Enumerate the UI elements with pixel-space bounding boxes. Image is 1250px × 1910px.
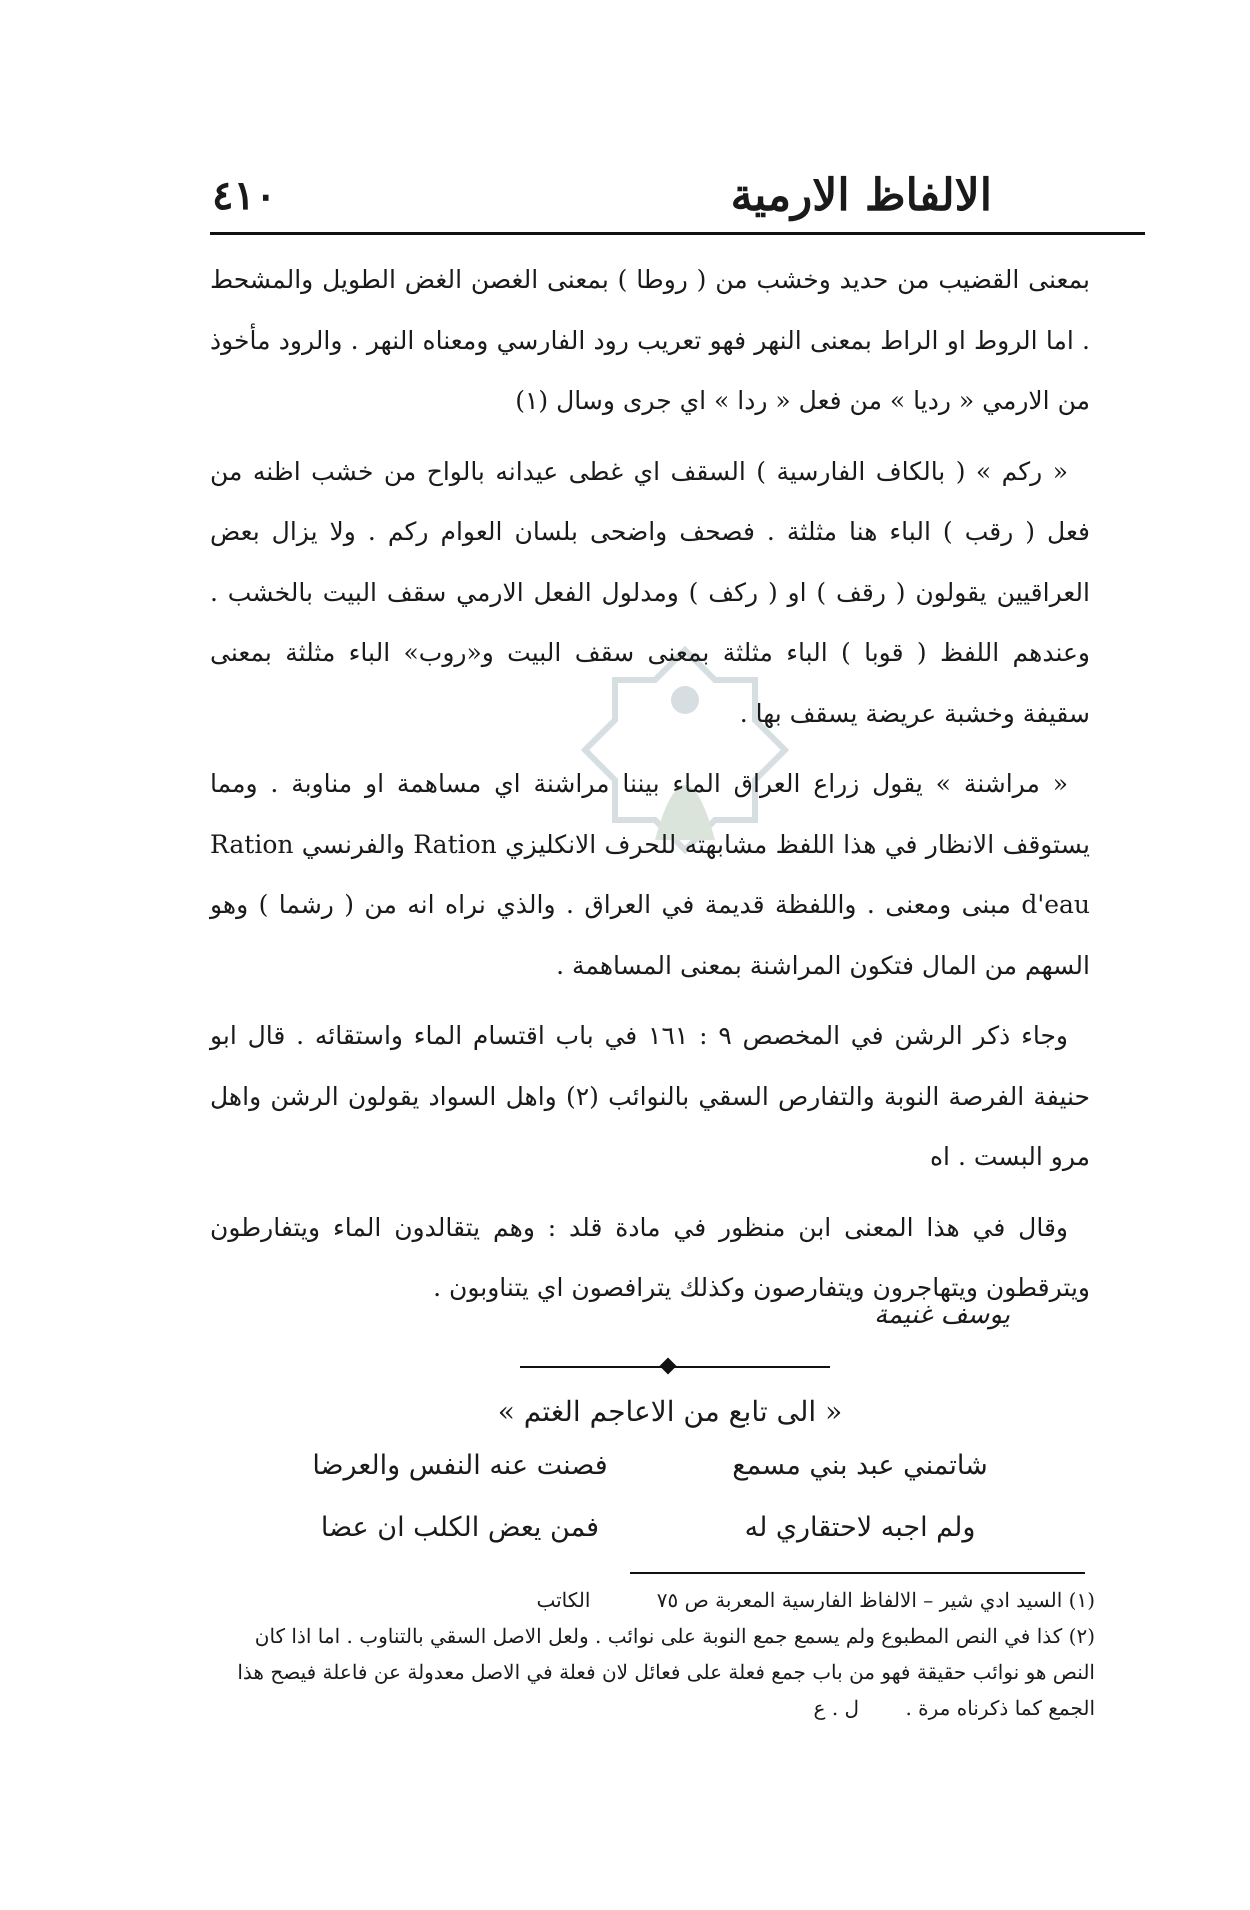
article-body: [210, 250, 1090, 1319]
paragraph-5: وقال في هذا المعنى ابن منظور في مادة قلد : وهم يتقالدون الماء ويتفارطون ويترقطون ويتهاجرون ويتفارصون وكذلك يترافصون اي يتناوبون .: [210, 1212, 1090, 1302]
poem-verse: [300, 1512, 1020, 1574]
footnote-1: [215, 1582, 1095, 1618]
footnote-rule: [630, 1572, 1085, 1574]
verse-first-hemistich: ولم اجبه لاحتقاري له: [744, 1512, 976, 1543]
paragraph-4: وجاء ذكر الرشن في المخصص ٩ : ١٦١ في باب اقتسام الماء واستقائه . قال ابو حنيفة الفرصة النوبة والتفارص السقي بالنوائب (٢) واهل السواد يقولون الرشن واهل مرو البست . اه: [210, 1021, 1090, 1171]
footnote-2-text: (٢) كذا في النص المطبوع ولم يسمع جمع النوبة على نوائب . ولعل الاصل السقي بالتناوب . اما اذا كان النص هو نوائب حقيقة فهو من باب جمع فعلة على فعائل لان فعلة في الاصل معدولة عن فاعلة فيصح هذا الجمع كما ذكرناه مرة .: [237, 1624, 1095, 1720]
poem: [300, 1450, 1020, 1574]
footnote-1-text: (١) السيد ادي شير – الالفاظ الفارسية المعربة ص ٧٥: [656, 1588, 1095, 1612]
footnotes: [215, 1582, 1095, 1726]
verse-second-hemistich: فصنت عنه النفس والعرضا: [312, 1450, 608, 1481]
page-number: ٤١٠: [212, 171, 277, 219]
divider-ornament: [660, 1358, 677, 1375]
paragraph-2: « ركم » ( بالكاف الفارسية ) السقف اي غطى عيدانه بالواح من خشب اظنه من فعل ( رقب ) الباء هنا مثلثة . فصحف واضحى بلسان العوام ركم . ولا يزال بعض العراقيين يقولون ( رقف ) او ( ركف ) ومدلول الفعل الارمي سقف البيت بالخشب . وعندهم اللفظ ( قوبا ) الباء مثلثة بمعنى سقف البيت و«روب» الباء مثلثة بمعنى سقيفة وخشبة عريضة يسقف بها .: [210, 456, 1090, 728]
paragraph-3: « مراشنة » يقول زراع العراق الماء بيننا مراشنة اي مساهمة او مناوبة . ومما يستوقف الانظار في هذا اللفظ مشابهته للحرف الانكليزي Ration والفرنسي Ration d'eau مبنى ومعنى . واللفظة قديمة في العراق . والذي نراه انه من ( رشما ) وهو السهم من المال فتكون المراشنة بمعنى المساهمة .: [210, 769, 1090, 980]
header-rule: [210, 232, 1145, 235]
footnote-2-sign: ل . ع: [813, 1696, 860, 1720]
poem-heading: « الى تابع من الاعاجم الغتم »: [497, 1395, 843, 1428]
poem-verse: [300, 1450, 1020, 1512]
author-signature: يوسف غنيمة: [874, 1300, 1010, 1330]
page-header: [212, 160, 1112, 230]
running-title: الالفاظ الارمية: [730, 169, 992, 221]
footnote-1-author: الكاتب: [536, 1588, 591, 1612]
verse-second-hemistich: فمن يعض الكلب ان عضا: [320, 1512, 600, 1543]
verse-first-hemistich: شاتمني عبد بني مسمع: [732, 1450, 988, 1481]
footnote-2: [215, 1618, 1095, 1726]
paragraph-1: بمعنى القضيب من حديد وخشب من ( روطا ) بمعنى الغصن الغض الطويل والمشحط . اما الروط او الراط بمعنى النهر فهو تعريب رود الفارسي ومعناه النهر . والرود مأخوذ من الارمي « رديا » من فعل « ردا » اي جرى وسال (١): [210, 265, 1090, 415]
